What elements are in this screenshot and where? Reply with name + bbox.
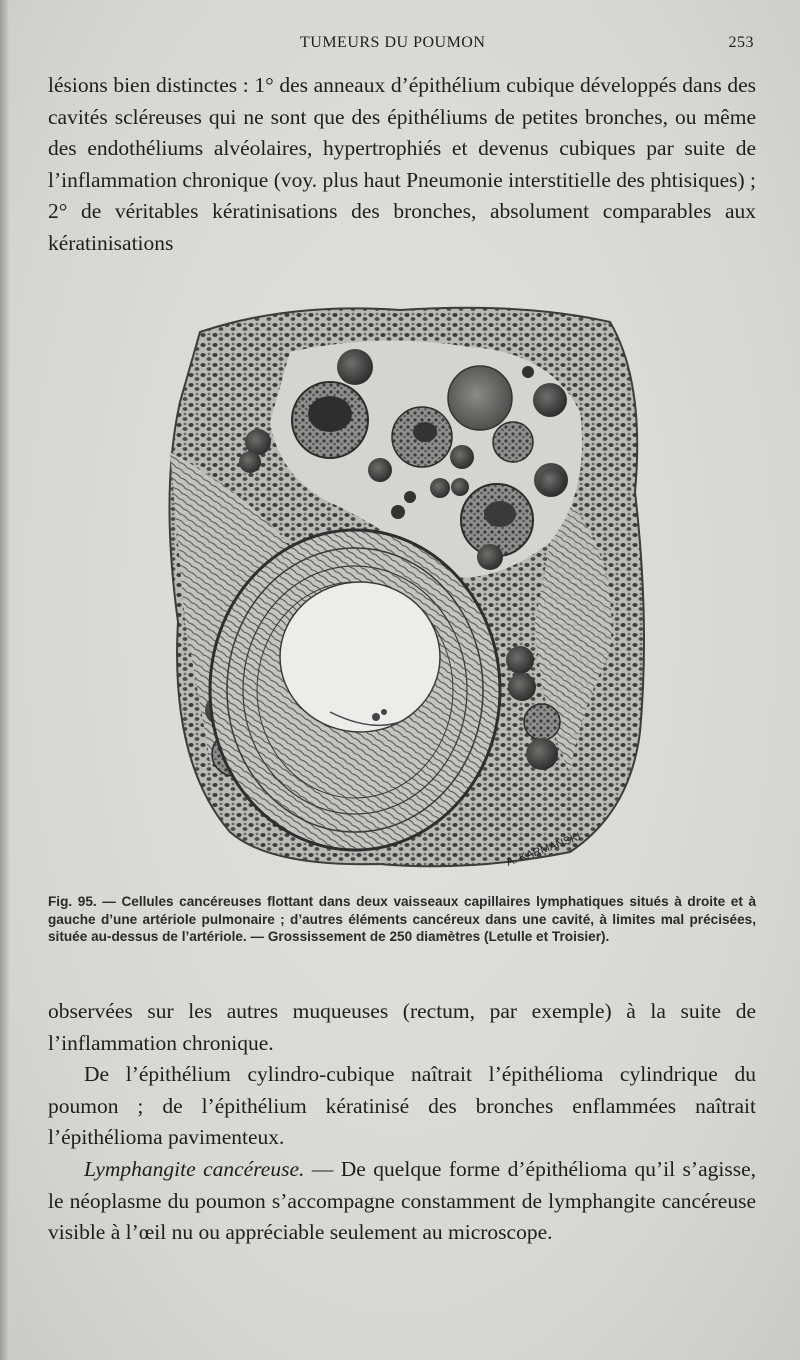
histology-engraving xyxy=(140,292,660,876)
paragraph-3: De l’épithélium cylindro-cubique naîtrait l’épithélioma cylindrique du poumon ; de l’épithélium kératinisé des bronches enflammées naîtrait l’épithélioma pavimenteux. xyxy=(48,1062,756,1150)
page-number: 253 xyxy=(728,34,754,51)
paragraph-1 xyxy=(48,70,756,260)
figure-95-illustration xyxy=(140,292,660,876)
page-gutter-shadow xyxy=(0,0,10,1360)
figure-caption: Fig. 95. — Cellules cancéreuses flottant dans deux vaisseaux capillaires lymphatiques situés à droite et à gauche d’une artériole pulmonaire ; d’autres éléments cancéreux dans une cavité, à limites mal précisées, située au-dessus de l’artériole. — Grossissement de 250 diamètres (Letulle et Troisier). xyxy=(48,894,756,944)
running-head-title: TUMEURS DU POUMON xyxy=(300,34,486,51)
paragraph-4 xyxy=(48,1154,756,1249)
running-head xyxy=(48,34,758,58)
main-text xyxy=(48,996,756,1249)
paragraph-2: observées sur les autres muqueuses (rectum, par exemple) à la suite de l’inflammation chronique. xyxy=(48,999,756,1055)
paragraph-4-text: — De quelque forme d’épithélioma qu’il s’agisse, le néoplasme du poumon s’accompagne constamment de lymphangite cancéreuse visible à l’œil nu ou appréciable seulement au microscope. xyxy=(48,1156,756,1245)
paragraph-1-text: lésions bien distinctes : 1° des anneaux d’épithélium cubique développés dans des cavités scléreuses qui ne sont que des épithéliums de petites bronches, ou même des endothéliums alvéolaires, hypertrophiés et devenus cubiques par suite de l’inflammation chronique (voy. plus haut Pneumonie interstitielle des phtisiques) ; 2° de véritables kératinisations des bronches, absolument comparables aux kératinisations xyxy=(48,73,756,255)
section-heading-lymphangite: Lymphangite cancéreuse. xyxy=(84,1156,305,1181)
engraver-signature: A. KARMANSKI xyxy=(504,830,583,869)
arteriole-lumen xyxy=(280,582,440,732)
